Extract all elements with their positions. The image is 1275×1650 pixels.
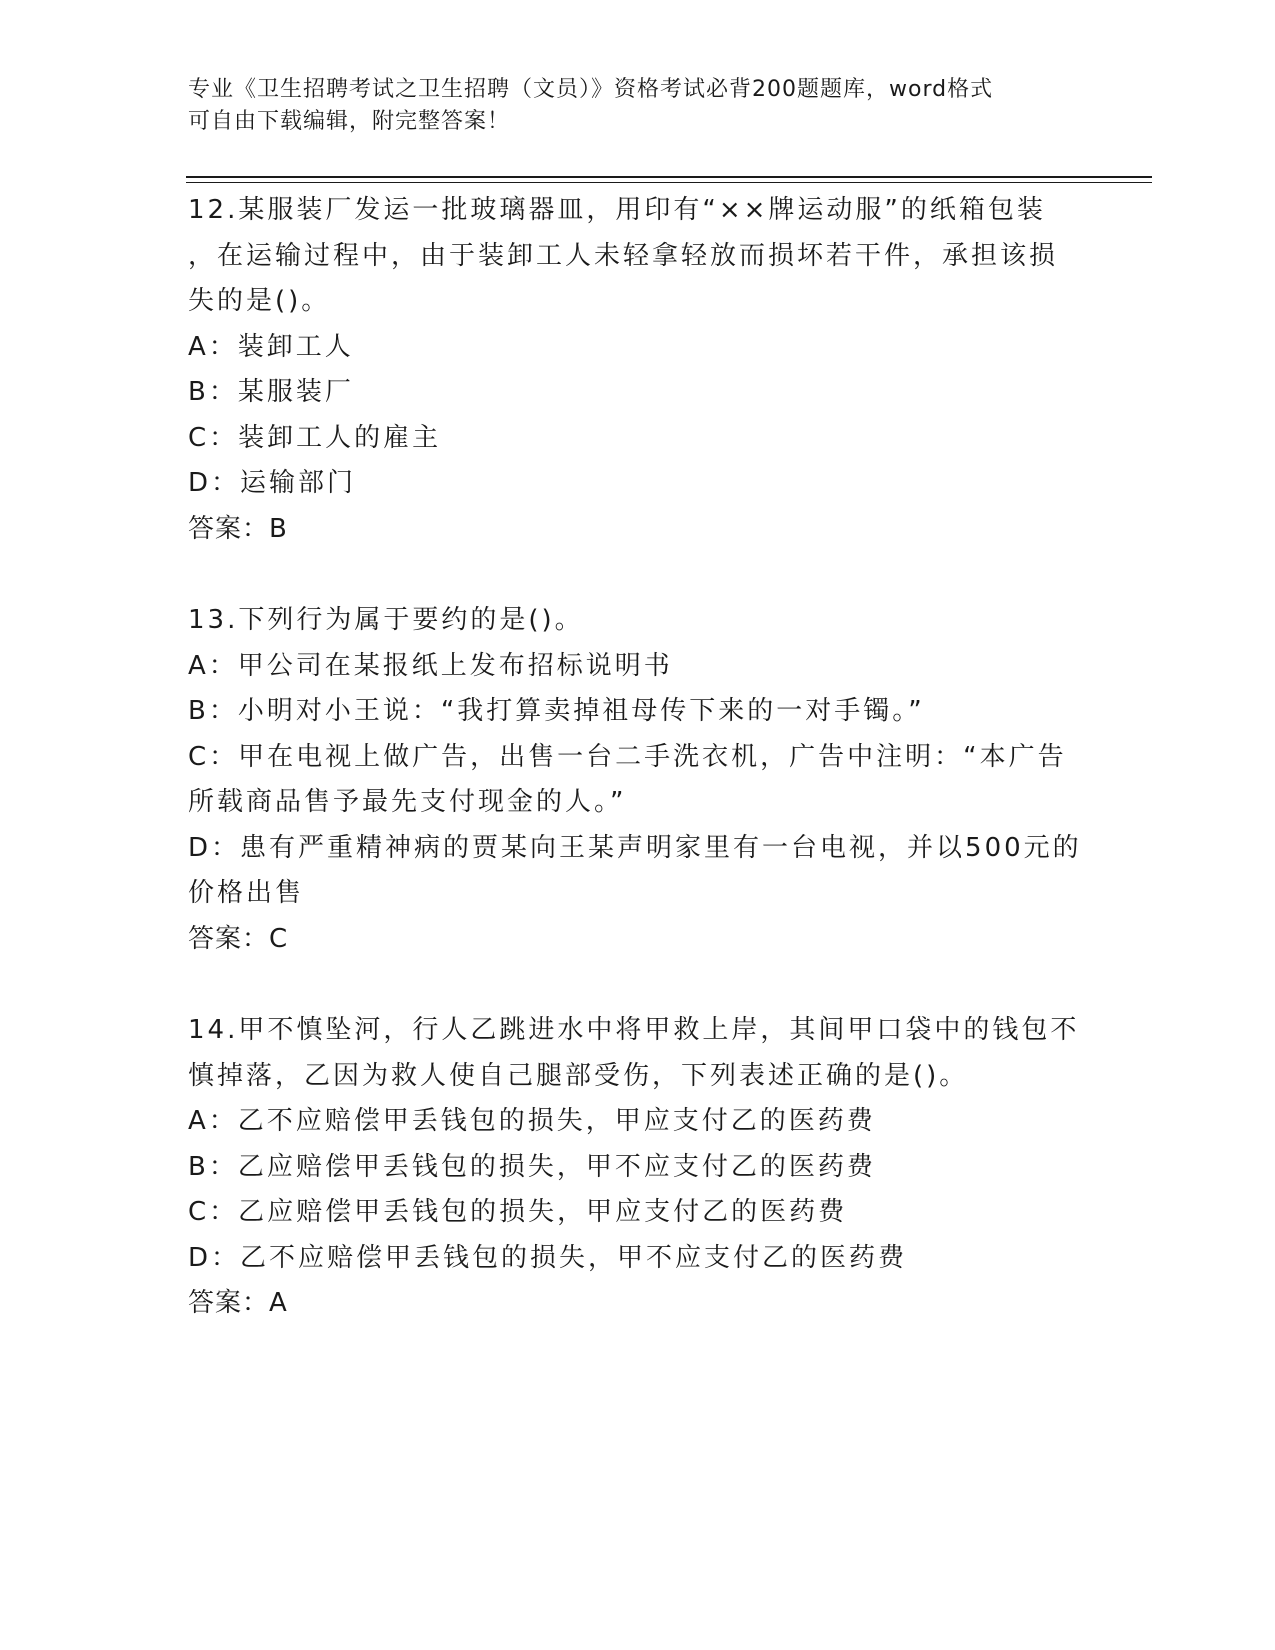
option-b: B：小明对小王说：“我打算卖掉祖母传下来的一对手镯。”	[188, 696, 925, 726]
question-stem-line: 14.甲不慎坠河，行人乙跳进水中将甲救上岸，其间甲口袋中的钱包不	[188, 1015, 1080, 1045]
answer-label: 答案：B	[188, 513, 288, 544]
option-c: C：甲在电视上做广告，出售一台二手洗衣机，广告中注明：“本广告	[188, 741, 1067, 772]
question-12	[188, 188, 1088, 552]
question-stem-line: 慎掉落，乙因为救人使自己腿部受伤，下列表述正确的是()。	[188, 1060, 969, 1091]
header-divider-thin	[186, 182, 1152, 183]
question-13	[188, 598, 1088, 962]
option-d: D：乙不应赔偿甲丢钱包的损失，甲不应支付乙的医药费	[188, 1242, 908, 1273]
question-14	[188, 1008, 1088, 1327]
option-c: C：装卸工人的雇主	[188, 422, 442, 453]
question-stem-line: ，在运输过程中，由于装卸工人未轻拿轻放而损坏若干件，承担该损	[188, 240, 1059, 271]
option-d: D：患有严重精神病的贾某向王某声明家里有一台电视，并以500元的	[188, 832, 1082, 863]
option-d: D：运输部门	[188, 468, 357, 498]
document-header	[188, 74, 1068, 138]
header-line-1: 专业《卫生招聘考试之卫生招聘（文员）》资格考试必背200题题库，word格式	[188, 77, 994, 102]
question-stem-line: 13.下列行为属于要约的是()。	[188, 605, 584, 635]
header-divider-thick	[186, 176, 1152, 178]
header-line-2: 可自由下载编辑，附完整答案！	[188, 109, 511, 134]
answer-label: 答案：C	[188, 923, 289, 954]
option-b: B：某服装厂	[188, 377, 354, 407]
question-stem-line: 12.某服装厂发运一批玻璃器皿，用印有“××牌运动服”的纸箱包装	[188, 195, 1046, 225]
option-d-continued: 价格出售	[188, 878, 305, 908]
option-a: A：装卸工人	[188, 331, 354, 362]
option-c: C：乙应赔偿甲丢钱包的损失，甲应支付乙的医药费	[188, 1197, 848, 1227]
option-a: A：甲公司在某报纸上发布招标说明书	[188, 650, 673, 681]
option-b: B：乙应赔偿甲丢钱包的损失，甲不应支付乙的医药费	[188, 1151, 876, 1182]
option-a: A：乙不应赔偿甲丢钱包的损失，甲应支付乙的医药费	[188, 1106, 876, 1136]
option-c-continued: 所载商品售予最先支付现金的人。”	[188, 787, 627, 817]
question-stem-line: 失的是()。	[188, 286, 331, 316]
answer-label: 答案：A	[188, 1288, 288, 1318]
